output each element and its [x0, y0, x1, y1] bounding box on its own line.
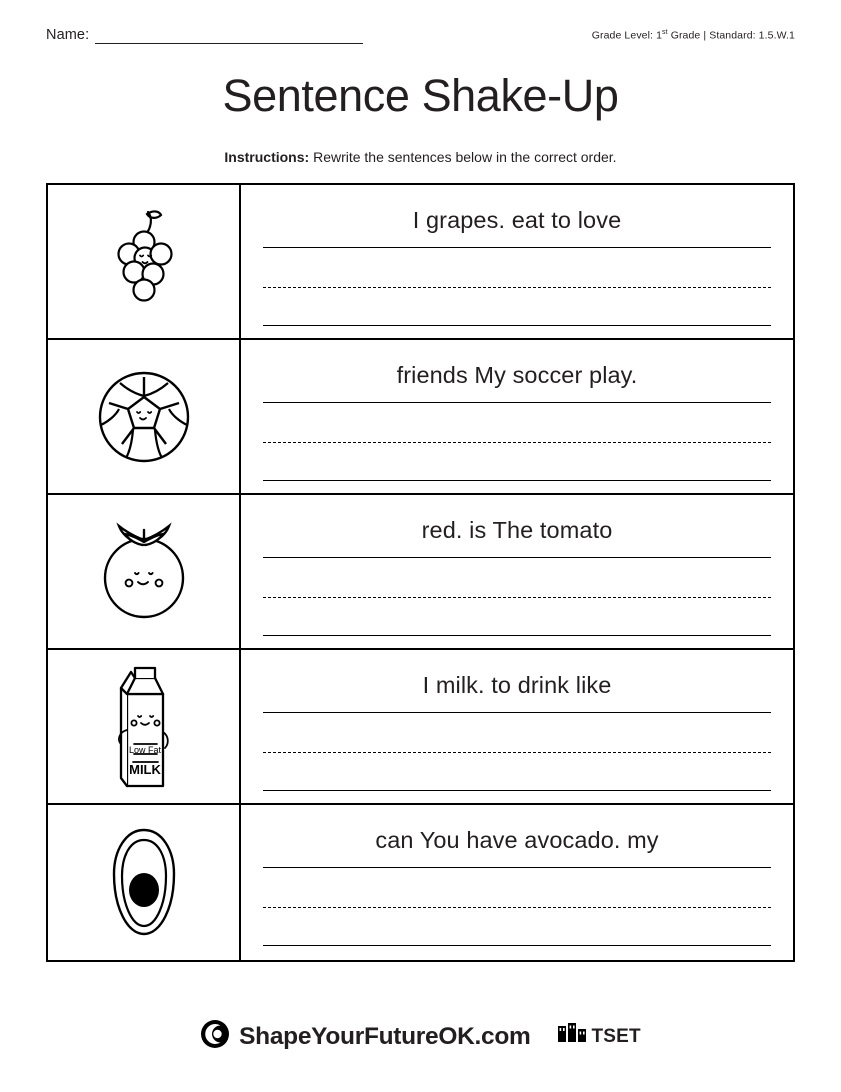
guide-line-dashed — [263, 597, 771, 598]
guide-line-bottom — [263, 480, 771, 481]
guide-line-top — [263, 712, 771, 713]
guide-line-bottom — [263, 325, 771, 326]
scrambled-sentence: friends My soccer play. — [396, 362, 638, 389]
meta-ordinal-suffix: st — [662, 28, 668, 36]
soccer-ball-icon — [90, 363, 198, 471]
guide-line-dashed — [263, 442, 771, 443]
page-title: Sentence Shake-Up — [222, 70, 619, 121]
guide-line-dashed — [263, 907, 771, 908]
tset-logo-icon — [557, 1022, 587, 1051]
grapes-icon — [101, 202, 187, 322]
writing-cell[interactable] — [241, 340, 793, 493]
guide-line-top — [263, 402, 771, 403]
header-row — [46, 0, 795, 44]
guide-line-top — [263, 557, 771, 558]
tset-text: TSET — [591, 1025, 641, 1047]
writing-cell[interactable] — [241, 495, 793, 648]
writing-cell[interactable] — [241, 185, 793, 338]
guide-line-bottom — [263, 945, 771, 946]
brand-text: ShapeYourFutureOK.com — [239, 1022, 531, 1050]
table-row — [48, 185, 793, 340]
picture-cell — [48, 185, 241, 338]
guide-line-top — [263, 247, 771, 248]
meta-prefix: Grade Level: 1 — [591, 29, 663, 41]
worksheet-table — [46, 183, 795, 962]
writing-cell[interactable] — [241, 805, 793, 960]
guide-line-bottom — [263, 635, 771, 636]
tset-lockup[interactable] — [557, 1022, 641, 1051]
scrambled-sentence: can You have avocado. my — [375, 827, 659, 854]
picture-cell — [48, 805, 241, 960]
instructions — [46, 149, 795, 165]
table-row — [48, 805, 793, 960]
picture-cell — [48, 495, 241, 648]
meta-suffix: Grade | Standard: 1.5.W.1 — [667, 29, 795, 41]
guide-line-bottom — [263, 790, 771, 791]
instructions-label: Instructions: — [224, 149, 310, 166]
svg-text:MILK: MILK — [128, 761, 161, 777]
table-row — [48, 340, 793, 495]
name-write-line[interactable] — [95, 43, 363, 44]
grade-standard-meta — [592, 29, 795, 45]
guide-line-dashed — [263, 752, 771, 753]
svg-text:Low Fat: Low Fat — [128, 744, 161, 755]
milk-carton-icon — [105, 658, 183, 796]
instructions-text: Rewrite the sentences below in the correct order. — [309, 149, 617, 166]
table-row — [48, 495, 793, 650]
scrambled-sentence: I milk. to drink like — [422, 672, 612, 699]
name-label: Name: — [46, 26, 90, 43]
guide-line-top — [263, 867, 771, 868]
brand-lockup[interactable] — [200, 1019, 530, 1054]
avocado-icon — [96, 822, 192, 944]
shape-your-future-logo-icon — [200, 1019, 230, 1054]
guide-line-dashed — [263, 287, 771, 288]
writing-cell[interactable] — [241, 650, 793, 803]
name-field-group — [46, 28, 363, 45]
tomato-icon — [89, 516, 199, 628]
table-row — [48, 650, 793, 805]
scrambled-sentence: red. is The tomato — [421, 517, 613, 544]
footer — [0, 1019, 841, 1054]
picture-cell — [48, 340, 241, 493]
scrambled-sentence: I grapes. eat to love — [412, 207, 622, 234]
picture-cell — [48, 650, 241, 803]
